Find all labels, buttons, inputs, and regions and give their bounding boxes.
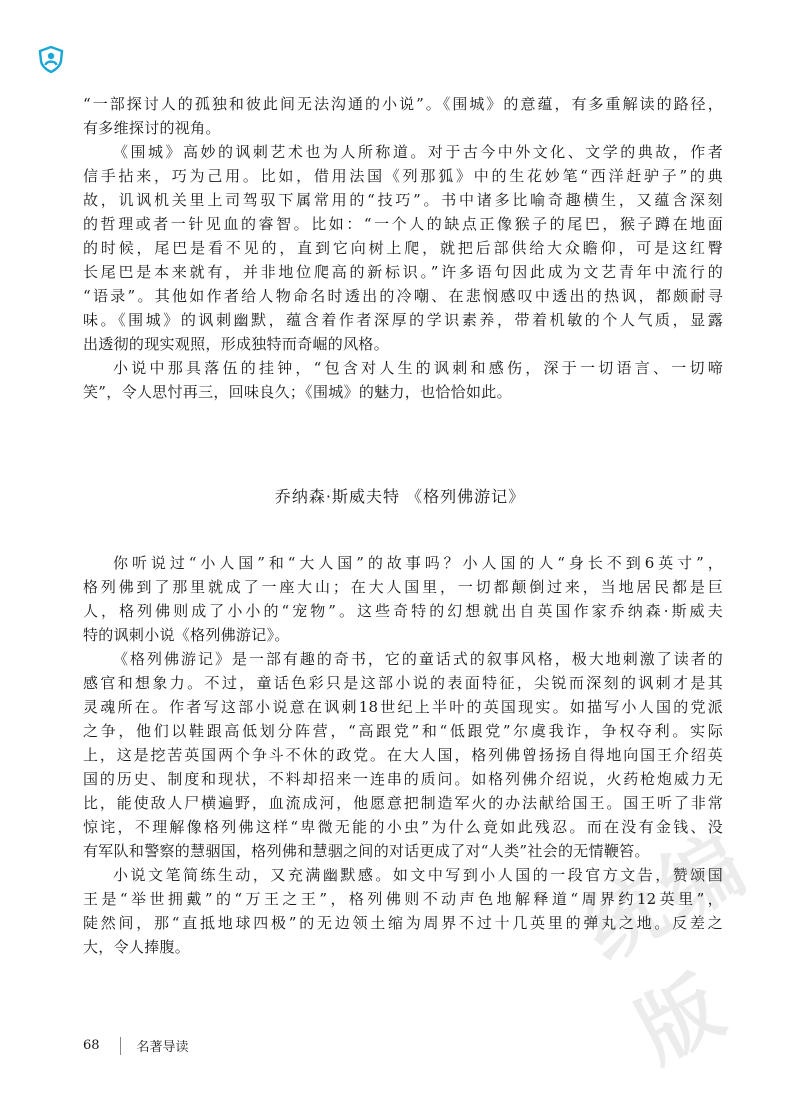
paragraph (83, 92, 723, 140)
text-line: 出透彻的现实观照，形成独特而奇崛的风格。 (83, 335, 390, 353)
text-line: 长尾巴是本来就有，并非地位爬高的新标识。”许多语句因此成为文艺青年中流行的 (83, 263, 723, 281)
text-line: 人，格列佛则成了小小的“宠物”。这些奇特的幻想就出自英国作家乔纳森·斯威夫 (83, 602, 723, 620)
text-line: 特的讽刺小说《格列佛游记》。 (83, 626, 290, 644)
text-line: 之争，他们以鞋跟高低划分阵营，“高跟党”和“低跟党”尔虞我诈，争权夺利。实际 (83, 722, 723, 740)
text-line: 你听说过“小人国”和“大人国”的故事吗？小人国的人“身长不到6英寸”， (113, 554, 723, 572)
text-line: 小说中那具落伍的挂钟，“包含对人生的讽刺和感伤，深于一切语言、一切啼 (113, 359, 723, 377)
section-title: 乔纳森·斯威夫特 《格列佛游记》 (274, 487, 526, 506)
text-line: 灵魂所在。作者写这部小说意在讽刺18世纪上半叶的英国现实。如描写小人国的党派 (83, 698, 723, 716)
text-line: 《格列佛游记》是一部有趣的奇书，它的童话式的叙事风格，极大地刺激了读者的 (113, 650, 723, 668)
text-line: 国的历史、制度和现状，不料却招来一连串的质问。如格列佛介绍说，火药枪炮威力无 (83, 770, 723, 788)
text-line: 的哲理或者一针见血的睿智。比如：“一个人的缺点正像猴子的尾巴，猴子蹲在地面 (83, 215, 723, 233)
text-line: “一部探讨人的孤独和彼此间无法沟通的小说”。《围城》的意蕴，有多重解读的路径， (83, 95, 723, 113)
text-line: “语录”。其他如作者给人物命名时透出的冷嘲、在悲悯感叹中透出的热讽，都颇耐寻 (83, 287, 723, 305)
text-line: 故，讥讽机关里上司驾驭下属常用的“技巧”。书中诸多比喻奇趣横生，又蕴含深刻 (83, 191, 723, 209)
footer-divider (120, 1037, 121, 1055)
text-line: 王是“举世拥戴”的“万王之王”，格列佛则不动声色地解释道“周界约12英里”， (83, 890, 723, 908)
text-line: 感官和想象力。不过，童话色彩只是这部小说的表面特征，尖锐而深刻的讽刺才是其 (83, 674, 723, 692)
text-line: 惊诧，不理解像格列佛这样“卑微无能的小虫”为什么竟如此残忍。而在没有金钱、没 (83, 818, 723, 836)
text-line: 信手拈来，巧为己用。比如，借用法国《列那狐》中的生花妙笔“西洋赶驴子”的典 (83, 167, 723, 185)
paragraph (83, 863, 723, 959)
text-line: 笑”，令人思忖再三，回味良久；《围城》的魅力，也恰恰如此。 (83, 383, 512, 401)
paragraph (83, 647, 723, 863)
text-line: 大，令人捧腹。 (83, 938, 191, 956)
page-number: 68 (83, 1038, 100, 1053)
text-line: 的时候，尾巴是看不见的，直到它向树上爬，就把后部供给大众瞻仰，可是这红臀 (83, 239, 723, 257)
paragraph (83, 356, 723, 404)
paragraph (83, 140, 723, 356)
text-line: 有军队和警察的慧骃国，格列佛和慧骃之间的对话更成了对“人类”社会的无情鞭笞。 (83, 842, 650, 860)
text-line: 格列佛到了那里就成了一座大山；在大人国里，一切都颠倒过来，当地居民都是巨 (83, 578, 723, 596)
body-text-bottom (83, 551, 723, 959)
watermark: 统编版 (568, 815, 764, 1080)
text-line: 小说文笔简练生动，又充满幽默感。如文中写到小人国的一段官方文告，赞颂国 (113, 866, 723, 884)
paragraph (83, 551, 723, 647)
text-line: 有多维探讨的视角。 (83, 119, 221, 137)
body-text-top (83, 92, 723, 404)
text-line: 《围城》高妙的讽刺艺术也为人所称道。对于古今中外文化、文学的典故，作者 (113, 143, 723, 161)
page-footer (83, 1036, 189, 1055)
text-line: 比，能使敌人尸横遍野，血流成河，他愿意把制造军火的办法献给国王。国王听了非常 (83, 794, 723, 812)
text-line: 陡然间，那“直抵地球四极”的无边领土缩为周界不过十几英里的弹丸之地。反差之 (83, 914, 723, 932)
book-title: 名著导读 (136, 1040, 189, 1055)
text-line: 味。《围城》的讽刺幽默，蕴含着作者深厚的学识素养，带着机敏的个人气质，显露 (83, 311, 723, 329)
shield-person-icon (37, 45, 65, 73)
text-line: 上，这是挖苦英国两个争斗不休的政党。在大人国，格列佛曾扬扬自得地向国王介绍英 (83, 746, 723, 764)
